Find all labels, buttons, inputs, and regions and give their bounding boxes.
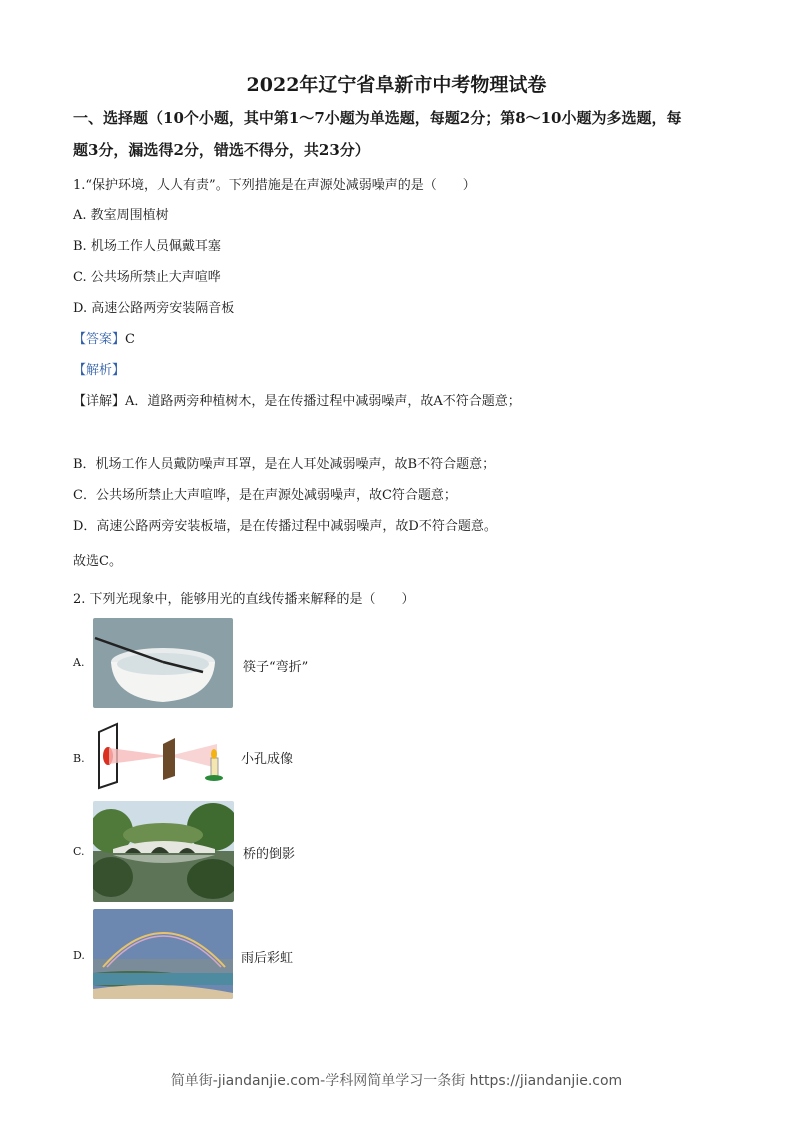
analysis-tag: 【解析】 — [73, 363, 126, 378]
q1-option-c: C. 公共场所禁止大声喧哗 — [73, 270, 221, 285]
option-caption: 小孔成像 — [241, 752, 294, 767]
answer-tag: 【答案】 — [73, 332, 126, 347]
detail-tag: 【详解】 — [73, 394, 126, 409]
section-heading-line2: 题3分，漏选得2分，错选不得分，共23分） — [73, 141, 370, 159]
answer-value: C — [125, 332, 135, 347]
option-letter: D. — [73, 949, 85, 962]
q1-option-b: B. 机场工作人员佩戴耳塞 — [73, 239, 221, 254]
bridge-reflection-image — [93, 801, 234, 902]
option-letter: A. — [73, 656, 85, 669]
option-caption: 筷子“弯折” — [243, 660, 309, 675]
q1-detail-c: C．公共场所禁止大声喧哗，是在声源处减弱噪声，故C符合题意； — [73, 488, 457, 503]
q1-detail-b: B．机场工作人员戴防噪声耳罩，是在人耳处减弱噪声，故B不符合题意； — [73, 457, 496, 472]
bowl-chopstick-image — [93, 618, 233, 708]
section-heading-line1: 一、选择题（10个小题，其中第1～7小题为单选题，每题2分；第8～10小题为多选题，每 — [73, 109, 682, 127]
page-title: 2022年辽宁省阜新市中考物理试卷 — [246, 74, 547, 96]
q1-conclusion: 故选C。 — [73, 554, 122, 569]
option-letter: C. — [73, 845, 85, 858]
option-caption: 桥的倒影 — [243, 847, 296, 862]
question-2-stem: 2. 下列光现象中，能够用光的直线传播来解释的是（ ） — [73, 592, 415, 607]
q1-option-d: D. 高速公路两旁安装隔音板 — [73, 301, 235, 316]
q1-option-a: A. 教室周围植树 — [73, 208, 169, 223]
question-1-stem: 1.“保护环境，人人有责”。下列措施是在声源处减弱噪声的是（ ） — [73, 178, 476, 193]
rainbow-image — [93, 909, 233, 999]
q1-answer — [73, 328, 135, 347]
option-caption: 雨后彩虹 — [241, 951, 294, 966]
detail-text-a: A．道路两旁种植树木，是在传播过程中减弱噪声，故A不符合题意； — [125, 394, 521, 409]
q1-detail-a — [73, 390, 521, 409]
pinhole-image — [93, 722, 238, 790]
option-letter: B. — [73, 752, 85, 765]
footer-watermark: 简单街-jiandanjie.com-学科网简单学习一条街 https://jiandanjie.com — [170, 1073, 623, 1089]
q1-detail-d: D．高速公路两旁安装板墙，是在传播过程中减弱噪声，故D不符合题意。 — [73, 519, 497, 534]
